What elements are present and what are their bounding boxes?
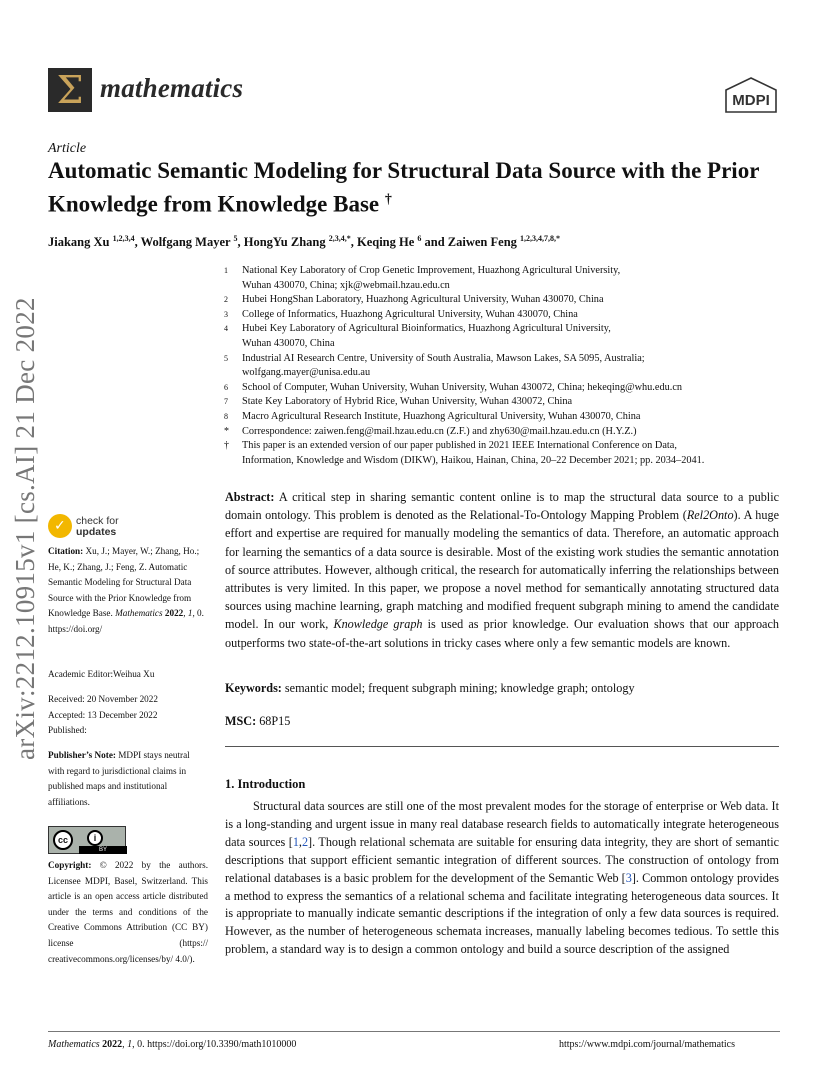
mdpi-logo bbox=[722, 76, 780, 114]
author: Wolfgang Mayer bbox=[140, 235, 231, 250]
abstract-label: Abstract: bbox=[225, 490, 275, 504]
copyright-text: © 2022 by the authors. Licensee MDPI, Basel, Switzerland. This article is an open access article distributed under the terms and conditions of the Creative Commons Attribution (CC BY) license (https:// creativecommons.org/licenses/by/ 4.0/). bbox=[48, 860, 208, 964]
author: Zaiwen Feng bbox=[447, 235, 517, 250]
copyright-label: Copyright: bbox=[48, 860, 92, 870]
accepted-date: Accepted: 13 December 2022 bbox=[48, 709, 158, 720]
author-affiliation: 1,2,3,4,7,8,* bbox=[520, 234, 561, 243]
footer-citation: Mathematics 2022, 1, 0. https://doi.org/10.3390/math1010000 bbox=[48, 1039, 297, 1050]
citation-link[interactable]: 2 bbox=[301, 834, 309, 849]
author: Keqing He bbox=[356, 235, 415, 250]
body-text: ]. Common ontology provides a method to express the semantics of a relational schema and facilitate integrating heterogeneous data sources. It is appropriate to manually indicate semantic descriptions if the integration of only a few data sources is required. However, as the number of heterogeneous schemata increases, manually labeling becomes tedious. To settle this problem, a standard way is to design a common ontology and build a source description of the assigned bbox=[225, 870, 779, 957]
affiliation-line: College of Informatics, Huazhong Agricultural University, Wuhan 430070, China bbox=[242, 308, 578, 320]
creative-commons-icon: cc bbox=[53, 830, 73, 850]
citation-pages: , 0. bbox=[192, 608, 204, 619]
checkmark-icon: ✓ bbox=[54, 518, 66, 534]
received-date: Received: 20 November 2022 bbox=[48, 694, 158, 704]
cc-by-license-badge[interactable] bbox=[48, 826, 126, 854]
footer-volume: 1 bbox=[127, 1039, 133, 1050]
cc-by-label: BY bbox=[79, 846, 127, 854]
author-affiliation: 1,2,3,4 bbox=[112, 234, 135, 243]
citation-volume: 1 bbox=[187, 608, 193, 619]
keywords bbox=[225, 680, 779, 696]
affiliation-mark: 2 bbox=[224, 295, 228, 305]
citation-link[interactable]: 3 bbox=[625, 870, 632, 885]
affiliation-line: Macro Agricultural Research Institute, Huazhong Agricultural University, Wuhan 430070, China bbox=[242, 410, 641, 422]
published-date: Published: bbox=[48, 725, 87, 736]
affiliation-line: National Key Laboratory of Crop Genetic Improvement, Huazhong Agricultural University, bbox=[242, 265, 621, 276]
abstract-text: is used as prior knowledge. Our evaluation shows that our approach outperforms two state-of-the-art solutions in tricky cases where only a few semantic models are known. bbox=[225, 617, 779, 650]
check-updates-label: check for bbox=[76, 515, 119, 527]
affiliation-mark: † bbox=[224, 440, 229, 452]
affiliation-line: Hubei HongShan Laboratory, Huazhong Agricultural University, Wuhan 430070, China bbox=[242, 294, 604, 306]
footer-journal: Mathematics bbox=[48, 1039, 100, 1050]
affiliation-line: Hubei Key Laboratory of Agricultural Bioinformatics, Huazhong Agricultural University, bbox=[242, 323, 611, 335]
footer-journal-url[interactable]: https://www.mdpi.com/journal/mathematics bbox=[559, 1039, 735, 1050]
author-list: Jiakang Xu $^{1,2,3,4}$, Wolfgang Mayer $^5$, HongYu Zhang $^{2,3,4,*}$, Keqing He $^6$ and Zaiwen Feng $^{1,2,3,4,7,8,*}$ bbox=[48, 234, 561, 250]
affiliation-mark: * bbox=[224, 425, 229, 437]
section-divider bbox=[225, 746, 779, 747]
keywords-text: semantic model; frequent subgraph mining; knowledge graph; ontology bbox=[284, 681, 635, 695]
footer-divider bbox=[48, 1031, 780, 1032]
affiliation-item bbox=[222, 308, 792, 323]
introduction-paragraph bbox=[225, 798, 779, 959]
footer-doi[interactable]: , 0. https://doi.org/10.3390/math1010000 bbox=[132, 1039, 297, 1050]
keywords-label: Keywords: bbox=[225, 681, 282, 695]
author: Jiakang Xu bbox=[48, 235, 110, 250]
section-heading: 1. Introduction bbox=[225, 777, 306, 791]
journal-name: mathematics bbox=[100, 73, 244, 103]
affiliation-mark: 5 bbox=[224, 353, 228, 363]
affiliation-line: This paper is an extended version of our paper published in 2021 IEEE International Conference on Data, bbox=[242, 440, 677, 452]
affiliation-mark: 8 bbox=[224, 411, 228, 421]
affiliation-item bbox=[222, 352, 792, 381]
body-text: Structural data sources are still one of the most prevalent modes for the storage of enterprise or Web data. It is a long-standing and urgent issue in many real database research fields to automatically integrate heterogeneous data sources [ bbox=[225, 799, 779, 849]
affiliation-line: State Key Laboratory of Hybrid Rice, Wuhan University, Wuhan 430072, China bbox=[242, 396, 573, 408]
author-affiliation: 5 bbox=[233, 234, 238, 243]
affiliation-item bbox=[222, 381, 792, 396]
affiliation-item bbox=[222, 293, 792, 308]
citation-link[interactable]: 1 bbox=[292, 834, 299, 849]
affiliation-mark: 7 bbox=[224, 397, 228, 407]
citation-text: Xu, J.; Mayer, W.; Zhang, Ho.; He, K.; Zhang, J.; Feng, Z. Automatic Semantic Modeling for Structural Data Source with the Prior Knowledge from Knowledge Base. bbox=[48, 546, 200, 619]
affiliation-line: wolfgang.mayer@unisa.edu.au bbox=[242, 367, 371, 379]
affiliation-item bbox=[222, 264, 792, 293]
msc-text: 68P15 bbox=[259, 714, 291, 728]
affiliation-mark: 1 bbox=[224, 266, 228, 275]
mdpi-logo-text: MDPI bbox=[732, 92, 770, 109]
affiliation-item bbox=[222, 410, 792, 425]
abstract-text: A critical step in sharing semantic content online is to map the structural data source to a public domain ontology. This problem is denoted as the Relational-To-Ontology Mapping Problem ( bbox=[225, 490, 779, 523]
citation-doi-link[interactable]: https://doi.org/ bbox=[48, 623, 103, 634]
author-affiliation: 2,3,4,* bbox=[328, 234, 351, 243]
publisher-note-label: Publisher’s Note: bbox=[48, 750, 116, 760]
affiliation-mark: 6 bbox=[224, 382, 228, 392]
body-text: ]. Though relational schemata are suitable for ensuring data integrity, they are short of semantic descriptions that support efficient semantic integration of different sources. The construction of ontology from relational databases is a basic problem for the development of the Semantic Web [ bbox=[225, 834, 779, 885]
body-text: , bbox=[298, 834, 302, 849]
affiliation-item bbox=[222, 395, 792, 410]
abstract bbox=[225, 488, 779, 652]
author: HongYu Zhang bbox=[243, 235, 326, 250]
academic-editor: Academic Editor:Weihua Xu bbox=[48, 669, 155, 679]
copyright-block bbox=[48, 858, 208, 967]
attribution-person-icon: i bbox=[87, 830, 103, 846]
dates-block bbox=[48, 692, 208, 739]
article-title bbox=[48, 156, 788, 219]
abstract-term: Rel2Onto bbox=[686, 508, 734, 523]
abstract-text: ). A huge effort and expertise are required for manually modeling the semantics of data. Therefore, an automatic approach for learning the semantics of a data source is desirable. Most of the existing work studies the semantic annotation of source attributes. However, although critical, the research for automatically inferring the relationships between attributes is very limited. In this paper, we propose a novel method for semantically annotating structured data sources using machine learning, graph matching and modified frequent subgraph mining to amend the candidate model. In our work, bbox=[225, 508, 779, 632]
publisher-note bbox=[48, 748, 208, 810]
affiliation-line: Correspondence: zaiwen.feng@mail.hzau.edu.cn (Z.F.) and zhy630@mail.hzau.edu.cn (H.Y.Z.) bbox=[242, 425, 637, 437]
citation-block: Citation: Xu, J.; Mayer, W.; Zhang, Ho.; He, K.; Zhang, J.; Feng, Z. Automatic Semantic Modeling for Structural Data Source with the Prior Knowledge from Knowledge Base. Mathematics 2022, 1, 0. https://doi.org/ bbox=[48, 546, 204, 634]
arxiv-stamp: arXiv:2212.10915v1 [cs.AI] 21 Dec 2022 bbox=[10, 297, 40, 760]
affiliation-list bbox=[222, 264, 792, 468]
affiliation-line: School of Computer, Wuhan University, Wuhan University, Wuhan 430072, China; hekeqing@whu.edu.cn bbox=[242, 381, 683, 393]
abstract-term: Knowledge graph bbox=[333, 617, 423, 632]
article-title-text: Automatic Semantic Modeling for Structural Data Source with the Prior Knowledge from Knowledge Base bbox=[48, 158, 759, 217]
affiliation-line: Wuhan 430070, China bbox=[242, 337, 335, 349]
affiliation-mark: 3 bbox=[224, 309, 228, 319]
sigma-icon: Σ bbox=[56, 68, 84, 112]
affiliation-line: Wuhan 430070, China; xjk@webmail.hzau.edu.cn bbox=[242, 279, 450, 291]
affiliation-item bbox=[222, 439, 792, 468]
affiliation-line: Industrial AI Research Centre, University of South Australia, Mawson Lakes, SA 5095, Australia; bbox=[242, 352, 645, 364]
check-updates-label-bold: updates bbox=[76, 526, 117, 538]
author-affiliation: 6 bbox=[417, 234, 422, 243]
check-for-updates-badge[interactable] bbox=[48, 514, 168, 542]
title-footnote-mark: † bbox=[384, 192, 392, 207]
citation-journal: Mathematics bbox=[115, 608, 163, 619]
citation-year: 2022 bbox=[164, 608, 184, 619]
journal-logo bbox=[48, 68, 92, 112]
citation-label: Citation: bbox=[48, 546, 84, 556]
affiliation-item bbox=[222, 425, 792, 440]
publisher-note-text: MDPI stays neutral with regard to jurisdictional claims in published maps and institutional affiliations. bbox=[48, 750, 190, 807]
msc-label: MSC: bbox=[225, 714, 257, 728]
affiliation-item bbox=[222, 322, 792, 351]
footer-year: 2022 bbox=[102, 1039, 123, 1050]
article-type: Article bbox=[48, 141, 87, 156]
affiliation-line: Information, Knowledge and Wisdom (DIKW), Haikou, Hainan, China, 20–22 December 2021; pp. 2034–2041. bbox=[242, 454, 705, 466]
author-conjunction: and bbox=[424, 235, 445, 250]
affiliation-mark: 4 bbox=[224, 324, 228, 334]
msc-codes bbox=[225, 713, 779, 729]
